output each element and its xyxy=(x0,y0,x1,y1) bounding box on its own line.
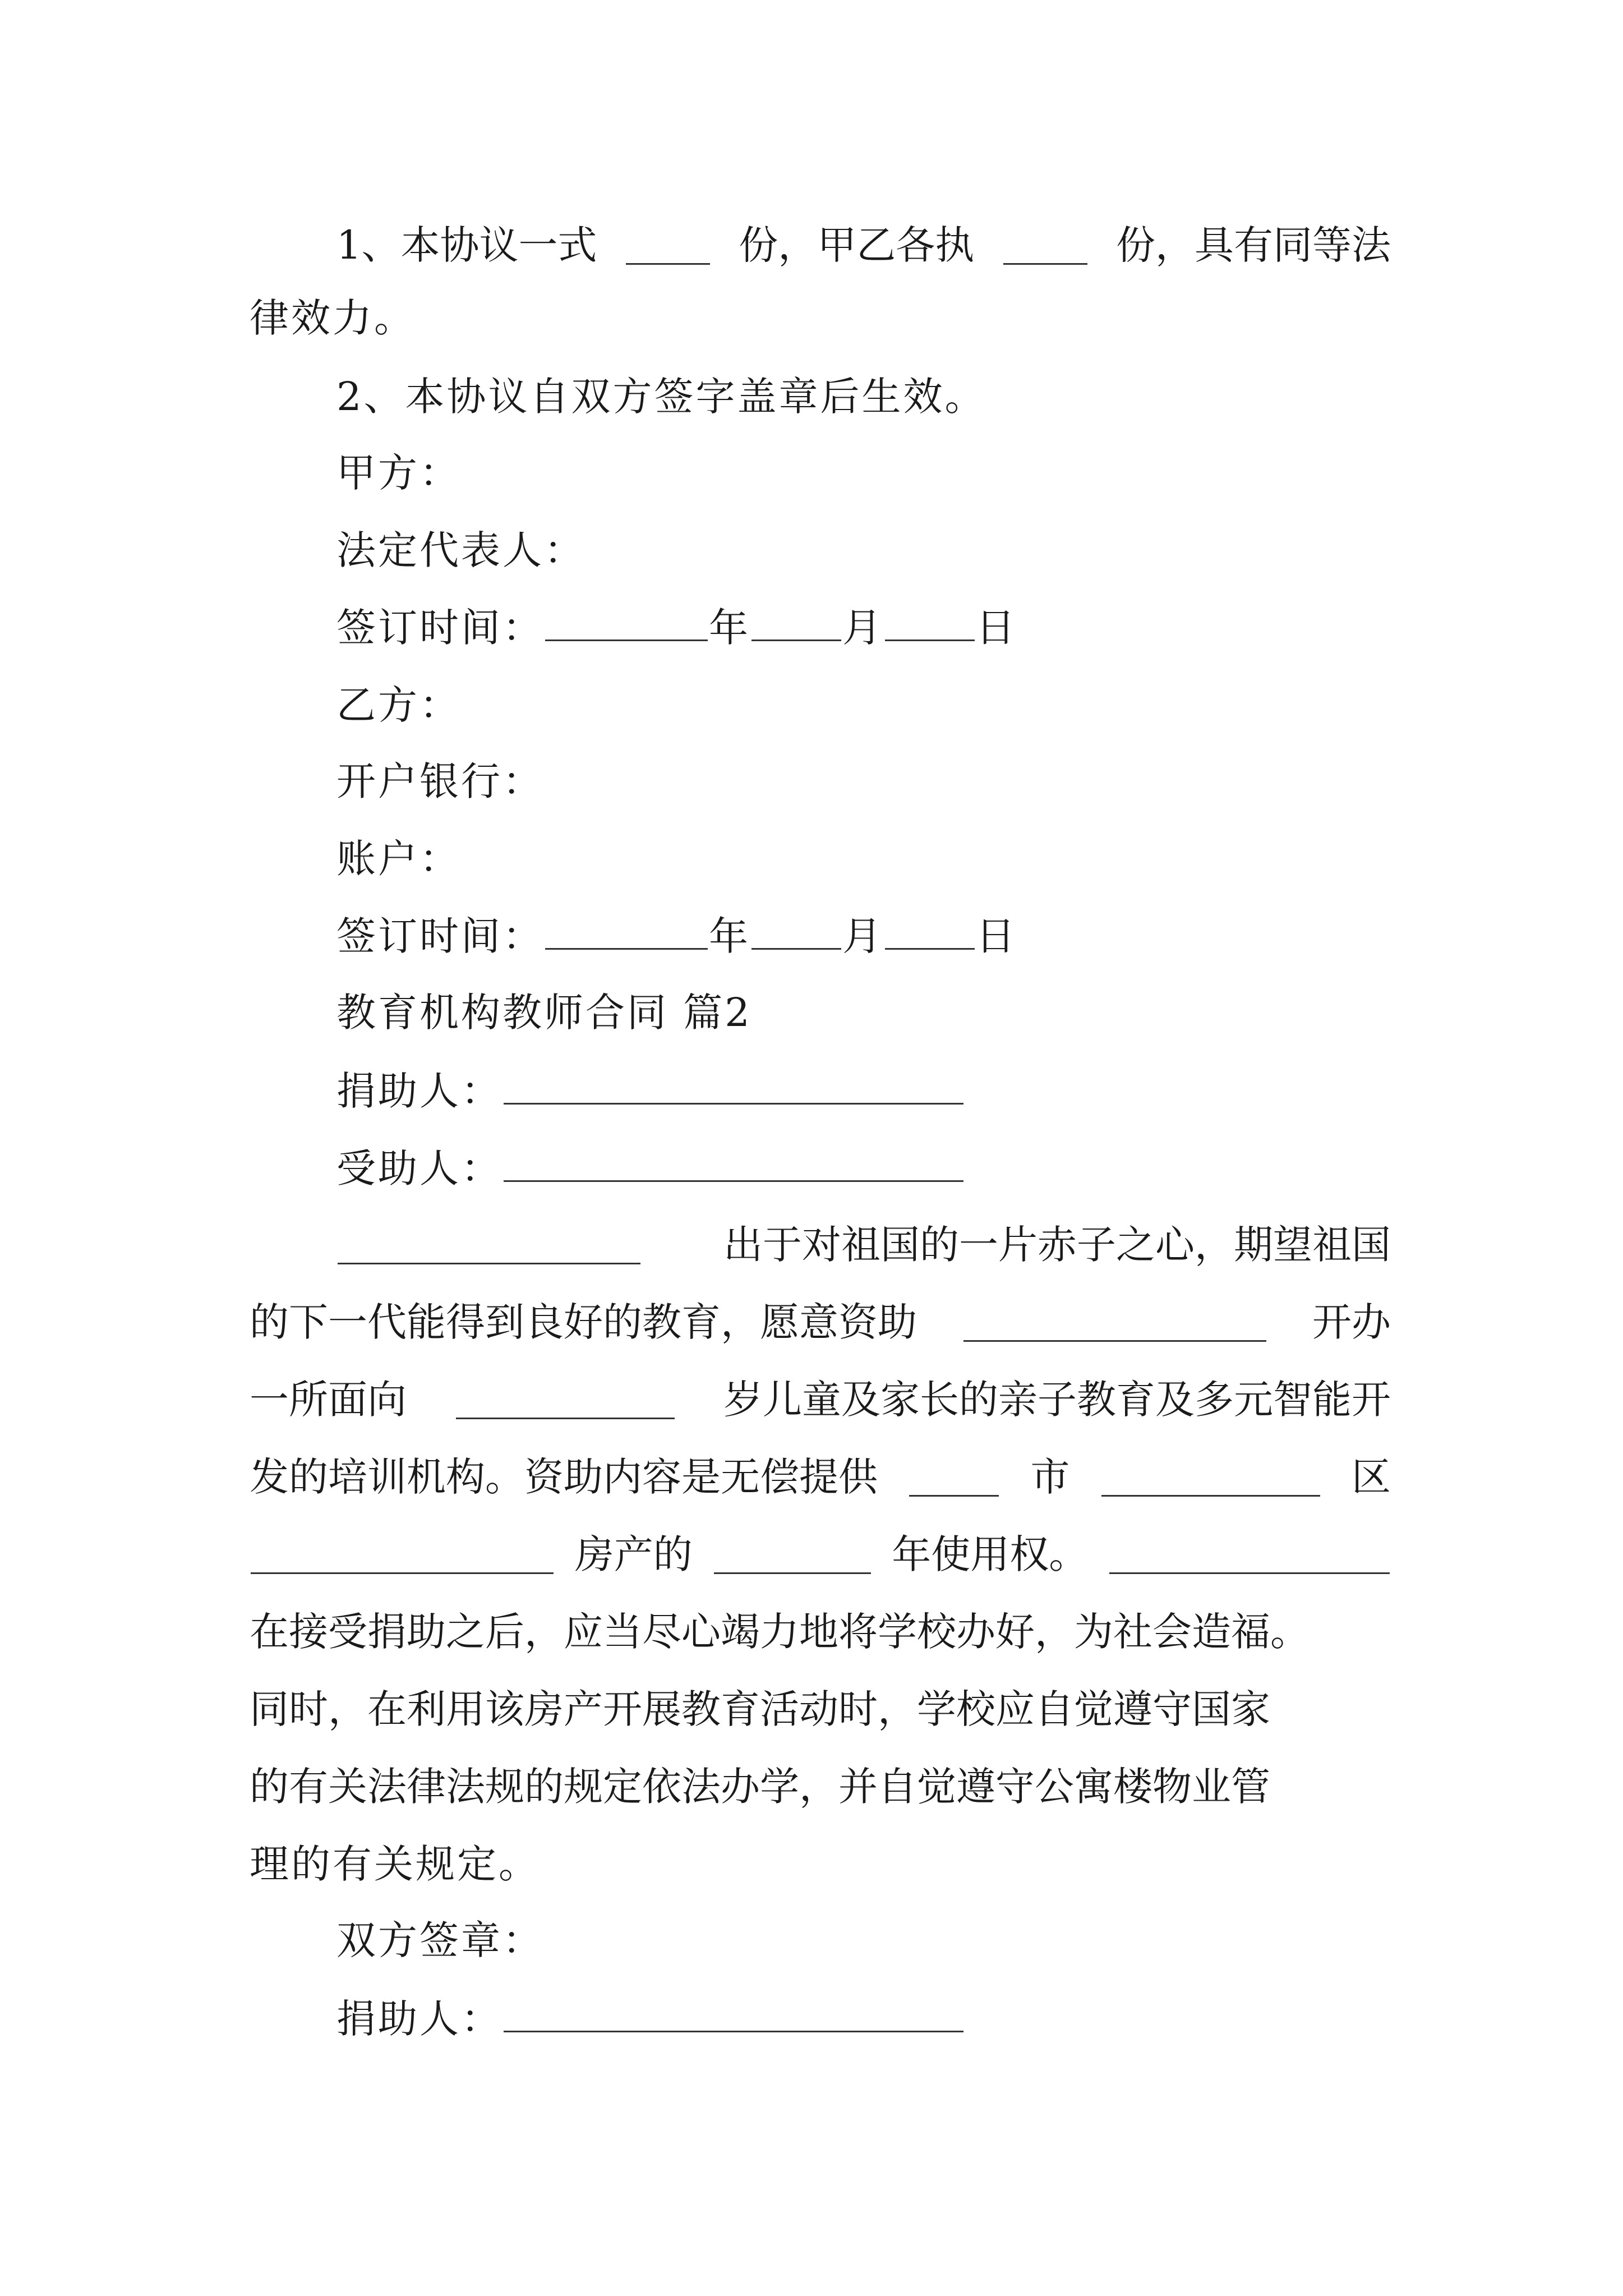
para-line-3 xyxy=(250,1377,1391,1423)
month-label: 月 xyxy=(842,605,884,651)
donor-blank xyxy=(504,1070,963,1105)
recipient-blank xyxy=(504,1148,963,1182)
para-line-6 xyxy=(250,1609,1391,1655)
para-line-4 xyxy=(250,1454,1391,1500)
day-label: 日 xyxy=(976,913,1017,959)
para-text: 发的培训机构。资助内容是无偿提供 xyxy=(250,1454,878,1500)
clause-1-continuation: 律效力。 xyxy=(250,295,416,341)
month-blank xyxy=(751,607,841,641)
clause-2: 2、本协议自双方签字盖章后生效。 xyxy=(336,374,986,420)
donor-label: 捐助人： xyxy=(336,1068,502,1114)
para-text: 同时，在利用该房产开展教育活动时，学校应自觉遵守国家 xyxy=(250,1686,1270,1732)
donor-blank xyxy=(504,1998,963,2032)
copies-each-blank xyxy=(1003,231,1087,265)
clause-1-text-a: 1、本协议一式 xyxy=(336,222,597,268)
para-text: 的下一代能得到良好的教育，愿意资助 xyxy=(250,1299,917,1345)
party-b-label: 乙方： xyxy=(336,682,461,728)
district-blank xyxy=(1101,1462,1320,1497)
sign-time-label: 签订时间： xyxy=(336,913,544,959)
day-blank xyxy=(885,607,975,641)
years-blank xyxy=(714,1540,871,1574)
recipient-name-blank xyxy=(963,1308,1266,1342)
sign-time-label: 签订时间： xyxy=(336,605,544,651)
para-line-1 xyxy=(336,1222,1391,1268)
day-label: 日 xyxy=(976,605,1017,651)
para-text: 房产的 xyxy=(574,1531,693,1577)
recipient-name-blank-2 xyxy=(1109,1540,1390,1574)
year-blank xyxy=(545,607,708,641)
city-blank xyxy=(909,1462,999,1497)
property-blank xyxy=(251,1540,554,1574)
para-text: 在接受捐助之后，应当尽心竭力地将学校办好，为社会造福。 xyxy=(250,1609,1310,1655)
clause-1-text-c: 份，具有同等法 xyxy=(1115,222,1391,268)
month-label: 月 xyxy=(842,913,884,959)
account-label: 账户： xyxy=(336,836,461,882)
donor-name-blank xyxy=(338,1230,640,1264)
copies-blank xyxy=(626,231,710,265)
year-label: 年 xyxy=(709,605,750,651)
para-line-9: 理的有关规定。 xyxy=(250,1841,540,1887)
bank-label: 开户银行： xyxy=(336,758,544,804)
para-text: 年使用权。 xyxy=(892,1531,1089,1577)
clause-1-line xyxy=(336,222,1391,268)
donor-line-2 xyxy=(336,1996,965,2042)
donor-line xyxy=(336,1068,965,1114)
para-line-2 xyxy=(250,1299,1391,1345)
donor-label: 捐助人： xyxy=(336,1996,502,2042)
year-label: 年 xyxy=(709,913,750,959)
para-text: 一所面向 xyxy=(250,1377,407,1423)
party-a-label: 甲方： xyxy=(336,450,461,496)
para-text: 区 xyxy=(1352,1454,1391,1500)
age-blank xyxy=(456,1385,675,1419)
para-line-8 xyxy=(250,1764,1391,1810)
recipient-label: 受助人： xyxy=(336,1145,502,1191)
para-text: 岁儿童及家长的亲子教育及多元智能开 xyxy=(723,1377,1391,1423)
para-text: 市 xyxy=(1030,1454,1070,1500)
para-text: 出于对祖国的一片赤子之心，期望祖国 xyxy=(723,1222,1391,1268)
section-title: 教育机构教师合同 篇2 xyxy=(336,990,752,1036)
para-line-5 xyxy=(250,1531,1391,1577)
year-blank xyxy=(545,915,708,950)
day-blank xyxy=(885,915,975,950)
both-sign-label: 双方签章： xyxy=(336,1917,544,1963)
sign-time-a xyxy=(336,605,1017,651)
legal-rep-label: 法定代表人： xyxy=(336,527,585,573)
para-line-7 xyxy=(250,1686,1391,1732)
month-blank xyxy=(751,915,841,950)
para-text: 开办 xyxy=(1312,1299,1391,1345)
para-text: 的有关法律法规的规定依法办学，并自觉遵守公寓楼物业管 xyxy=(250,1764,1270,1810)
recipient-line xyxy=(336,1145,965,1191)
clause-1-text-b: 份，甲乙各执 xyxy=(739,222,975,268)
sign-time-b xyxy=(336,913,1017,959)
